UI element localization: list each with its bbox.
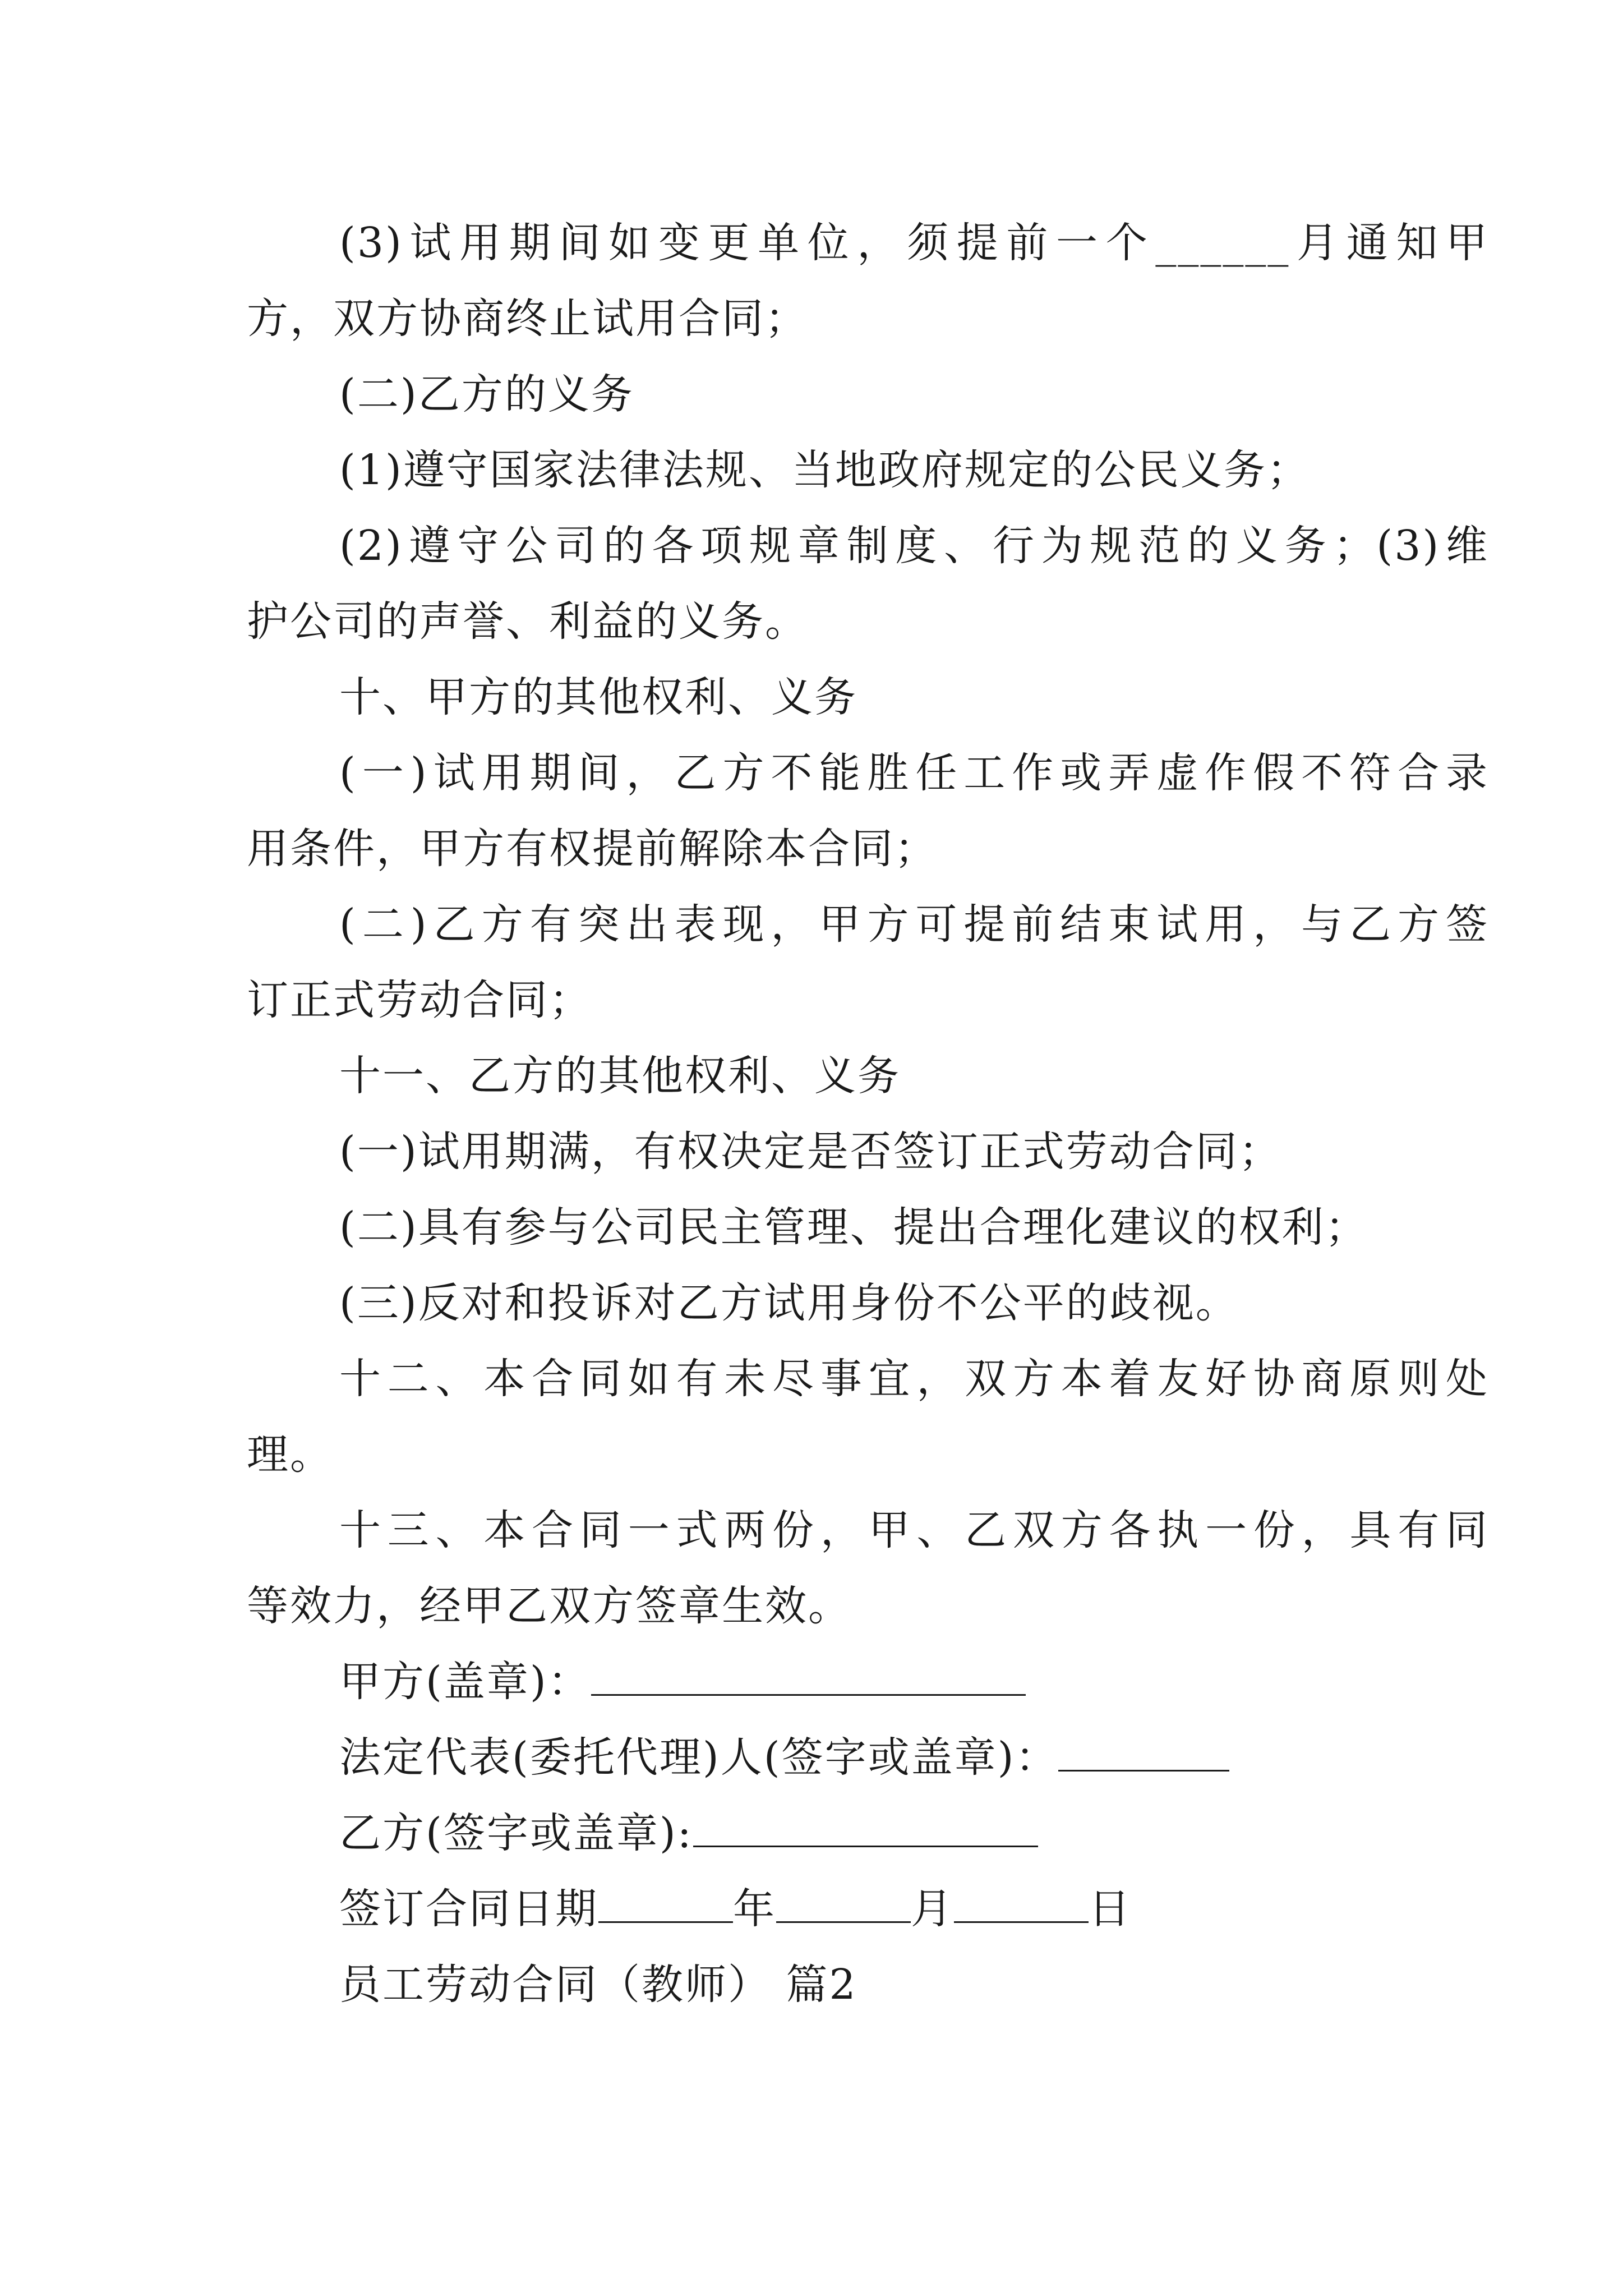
paragraph-line: 十三、本合同一式两份，甲、乙双方各执一份，具有同 xyxy=(339,1506,1489,1554)
signature-representative-blank xyxy=(1058,1735,1229,1772)
signature-representative-label: 法定代表(委托代理)人(签字或盖章)： xyxy=(339,1733,1059,1782)
year-label: 年 xyxy=(733,1885,776,1933)
paragraph-line: 等效力，经甲乙双方签章生效。 xyxy=(247,1582,851,1630)
signature-party-b xyxy=(339,1802,1489,1864)
sign-date-line xyxy=(339,1878,1489,1940)
signature-party-a-blank xyxy=(591,1659,1026,1696)
paragraph-line: 护公司的声誉、利益的义务。 xyxy=(247,597,808,646)
paragraph-line: (三)反对和投诉对乙方试用身份不公平的歧视。 xyxy=(339,1279,1239,1327)
signature-party-a-label: 甲方(盖章)： xyxy=(339,1658,591,1706)
section-heading: 十、甲方的其他权利、义务 xyxy=(339,673,857,721)
signature-party-a xyxy=(339,1651,1489,1713)
day-label: 日 xyxy=(1089,1885,1132,1933)
signature-party-b-blank xyxy=(693,1811,1038,1847)
year-blank xyxy=(598,1887,733,1923)
next-contract-title: 员工劳动合同（教师） 篇2 xyxy=(339,1961,857,2009)
signature-party-b-label: 乙方(签字或盖章): xyxy=(339,1809,693,1857)
day-blank xyxy=(954,1887,1089,1923)
paragraph-line: 理。 xyxy=(247,1430,333,1479)
paragraph-line: 订正式劳动合同； xyxy=(247,976,592,1024)
paragraph-line: 方，双方协商终止试用合同； xyxy=(247,295,808,343)
paragraph-line: (2)遵守公司的各项规章制度、行为规范的义务；(3)维 xyxy=(339,522,1489,570)
paragraph-line: (一)试用期满，有权决定是否签订正式劳动合同； xyxy=(339,1128,1282,1176)
section-heading: 十一、乙方的其他权利、义务 xyxy=(339,1052,901,1100)
paragraph-line: 十二、本合同如有未尽事宜，双方本着友好协商原则处 xyxy=(339,1355,1489,1403)
section-heading: (二)乙方的义务 xyxy=(339,370,634,418)
signature-representative xyxy=(339,1727,1489,1788)
month-label: 月 xyxy=(911,1885,954,1933)
paragraph-line: 用条件，甲方有权提前解除本合同； xyxy=(247,825,938,873)
paragraph-line: (二)乙方有突出表现，甲方可提前结束试用，与乙方签 xyxy=(339,900,1489,949)
paragraph-line: (一)试用期间，乙方不能胜任工作或弄虚作假不符合录 xyxy=(339,749,1489,797)
month-blank xyxy=(776,1887,911,1923)
paragraph-line: (3)试用期间如变更单位，须提前一个______月通知甲 xyxy=(339,219,1489,267)
paragraph-line: (1)遵守国家法律法规、当地政府规定的公民义务； xyxy=(339,446,1310,494)
paragraph-line: (二)具有参与公司民主管理、提出合理化建议的权利； xyxy=(339,1203,1368,1251)
sign-date-label: 签订合同日期 xyxy=(339,1885,598,1933)
